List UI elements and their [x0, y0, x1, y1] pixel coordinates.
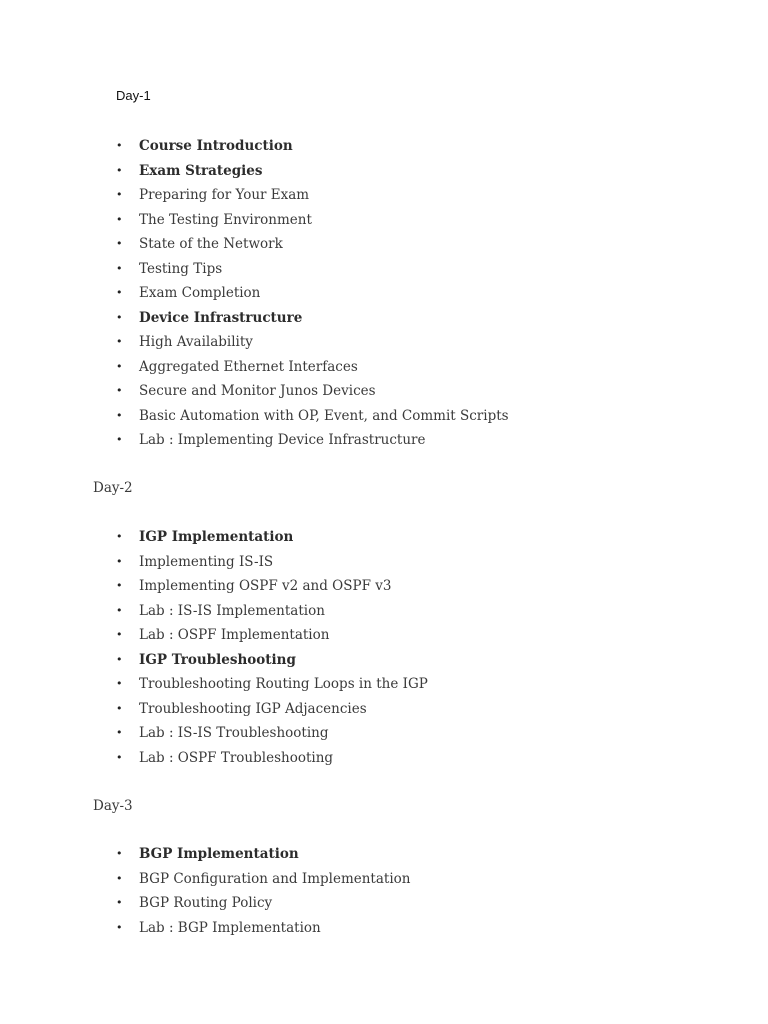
topic-text: Troubleshooting IGP Adjacencies	[139, 700, 367, 717]
bullet-icon: •	[116, 701, 123, 715]
bullet-icon: •	[116, 847, 123, 860]
bullet-icon: •	[116, 677, 123, 690]
bullet-icon: •	[116, 579, 123, 592]
bullet-icon: •	[116, 896, 123, 909]
bullet-icon: •	[116, 871, 123, 885]
topic-text: Lab : Implementing Device Infrastructure	[139, 432, 426, 448]
topic-text: IGP Troubleshooting	[139, 651, 296, 668]
bullet-icon: •	[116, 628, 123, 641]
topic-text: Lab : IS-IS Implementation	[139, 602, 325, 619]
bullet-icon: •	[116, 310, 123, 324]
topic-text: BGP Implementation	[139, 846, 299, 862]
bullet-icon: •	[116, 652, 123, 666]
bullet-icon: •	[116, 603, 123, 617]
bullet-icon: •	[116, 261, 123, 275]
bullet-icon: •	[116, 188, 123, 201]
day-1-heading: Day-1	[116, 88, 151, 103]
topic-text: Lab : OSPF Implementation	[139, 627, 330, 643]
topic-text: Testing Tips	[139, 260, 223, 277]
bullet-icon: •	[116, 750, 123, 764]
topic-text: Aggregated Ethernet Interfaces	[139, 358, 358, 375]
topic-text: High Availability	[139, 334, 253, 350]
bullet-icon: •	[116, 433, 123, 446]
topic-text: Lab : IS-IS Troubleshooting	[139, 725, 329, 741]
bullet-icon: •	[116, 359, 123, 373]
bullet-icon: •	[116, 139, 123, 152]
topic-text: Lab : OSPF Troubleshooting	[139, 749, 334, 766]
bullet-icon: •	[116, 726, 123, 739]
topic-text: Implementing IS-IS	[139, 553, 274, 570]
topic-text: State of the Network	[139, 236, 283, 252]
topic-text: Lab : BGP Implementation	[139, 919, 321, 936]
bullet-icon: •	[116, 163, 123, 177]
topic-text: Implementing OSPF v2 and OSPF v3	[139, 578, 392, 594]
topic-text: Preparing for Your Exam	[139, 187, 310, 203]
topic-text: IGP Implementation	[139, 529, 294, 545]
bullet-icon: •	[116, 384, 123, 397]
topic-text: BGP Routing Policy	[139, 895, 273, 911]
bullet-icon: •	[116, 286, 123, 299]
bullet-icon: •	[116, 335, 123, 348]
bullet-icon: •	[116, 530, 123, 543]
topic-text: The Testing Environment	[139, 211, 312, 228]
bullet-icon: •	[116, 408, 123, 422]
topic-text: Exam Strategies	[139, 162, 263, 179]
bullet-icon: •	[116, 920, 123, 934]
topic-text: BGP Configuration and Implementation	[139, 870, 411, 887]
topic-text: Troubleshooting Routing Loops in the IGP	[139, 676, 428, 692]
bullet-icon: •	[116, 237, 123, 250]
topic-text: Basic Automation with OP, Event, and Commit Scripts	[139, 407, 509, 424]
topic-text: Course Introduction	[139, 138, 293, 154]
bullet-icon: •	[116, 554, 123, 568]
day-2-heading: Day-2	[93, 480, 133, 496]
topic-text: Secure and Monitor Junos Devices	[139, 383, 376, 399]
day-3-heading: Day-3	[93, 798, 133, 814]
topic-text: Exam Completion	[139, 285, 261, 301]
topic-text: Device Infrastructure	[139, 309, 303, 326]
bullet-icon: •	[116, 212, 123, 226]
